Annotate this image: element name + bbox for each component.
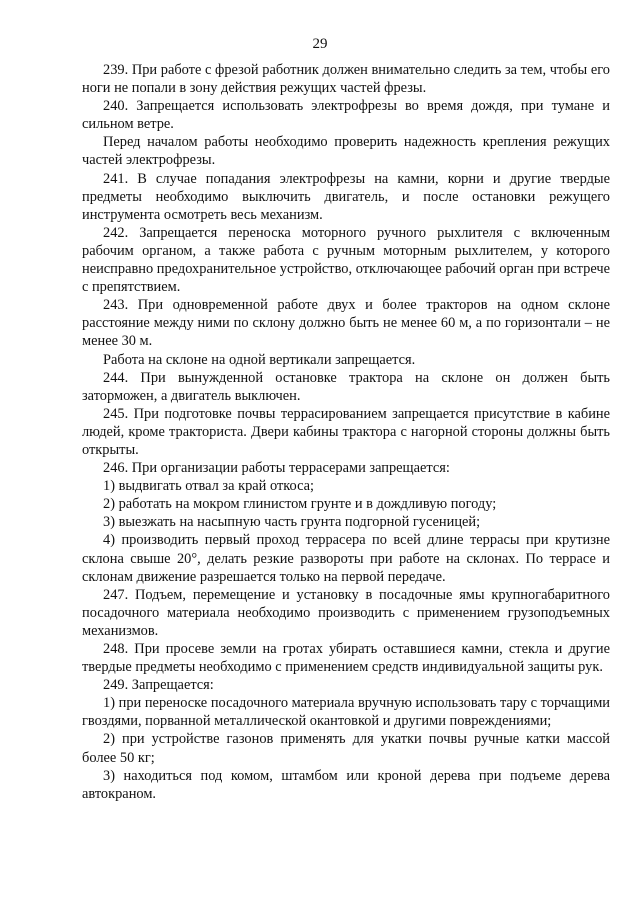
paragraph-246-item-4: 4) производить первый проход террасера по всей длине террасы при крутизне склона свыше 20°, делать резкие развороты при работе на склонах. По террасе и склонам движение разрешается только на первой передаче. xyxy=(82,532,610,585)
paragraph-242: 242. Запрещается переноска моторного ручного рыхлителя с включенным рабочим органом, а также работа с ручным моторным рыхлителем, у которого неисправно предохранительное устройство, отключающее рабочий орган при встрече с препятствием. xyxy=(82,224,610,296)
paragraph-245: 245. При подготовке почвы террасированием запрещается присутствие в кабине людей, кроме тракториста. Двери кабины трактора с нагорной стороны должны быть открыты. xyxy=(82,405,610,458)
paragraph-249: 249. Запрещается: xyxy=(103,677,214,694)
paragraph-240-note: Перед началом работы необходимо проверить надежность крепления режущих частей электрофрезы. xyxy=(82,134,610,169)
page-number: 29 xyxy=(312,36,328,52)
paragraph-246-item-3: 3) выезжать на насыпную часть грунта подгорной гусеницей; xyxy=(103,514,481,531)
paragraph-246-item-1: 1) выдвигать отвал за край откоса; xyxy=(103,478,315,495)
paragraph-247: 247. Подъем, перемещение и установку в посадочные ямы крупногабаритного посадочного материала необходимо производить с применением грузоподъемных механизмов. xyxy=(82,586,610,639)
paragraph-246: 246. При организации работы террасерами запрещается: xyxy=(103,460,450,477)
paragraph-243: 243. При одновременной работе двух и более тракторов на одном склоне расстояние между ними по склону должно быть не менее 60 м, а по горизонтали – не менее 30 м. xyxy=(82,297,610,350)
paragraph-244: 244. При вынужденной остановке трактора на склоне он должен быть заторможен, а двигатель выключен. xyxy=(82,369,610,404)
paragraph-249-item-2: 2) при устройстве газонов применять для укатки почвы ручные катки массой более 50 кг; xyxy=(82,731,610,766)
paragraph-249-item-3: 3) находиться под комом, штамбом или кроной дерева при подъеме дерева автокраном. xyxy=(82,767,610,802)
paragraph-248: 248. При просеве земли на гротах убирать оставшиеся камни, стекла и другие твердые предметы необходимо с применением средств индивидуальной защиты рук. xyxy=(82,641,610,676)
paragraph-246-item-2: 2) работать на мокром глинистом грунте и в дождливую погоду; xyxy=(103,496,497,513)
paragraph-249-item-1: 1) при переноске посадочного материала вручную использовать тару с торчащими гвоздями, порванной металлической окантовкой и другими повреждениями; xyxy=(82,695,610,730)
paragraph-240: 240. Запрещается использовать электрофрезы во время дождя, при тумане и сильном ветре. xyxy=(82,98,610,133)
paragraph-243-note: Работа на склоне на одной вертикали запрещается. xyxy=(103,351,416,368)
paragraph-241: 241. В случае попадания электрофрезы на камни, корни и другие твердые предметы необходимо выключить двигатель, и после остановки режущего инструмента осмотреть весь механизм. xyxy=(82,170,610,223)
document-body xyxy=(82,61,610,803)
paragraph-239: 239. При работе с фрезой работник должен внимательно следить за тем, чтобы его ноги не попали в зону действия режущих частей фрезы. xyxy=(82,62,610,97)
